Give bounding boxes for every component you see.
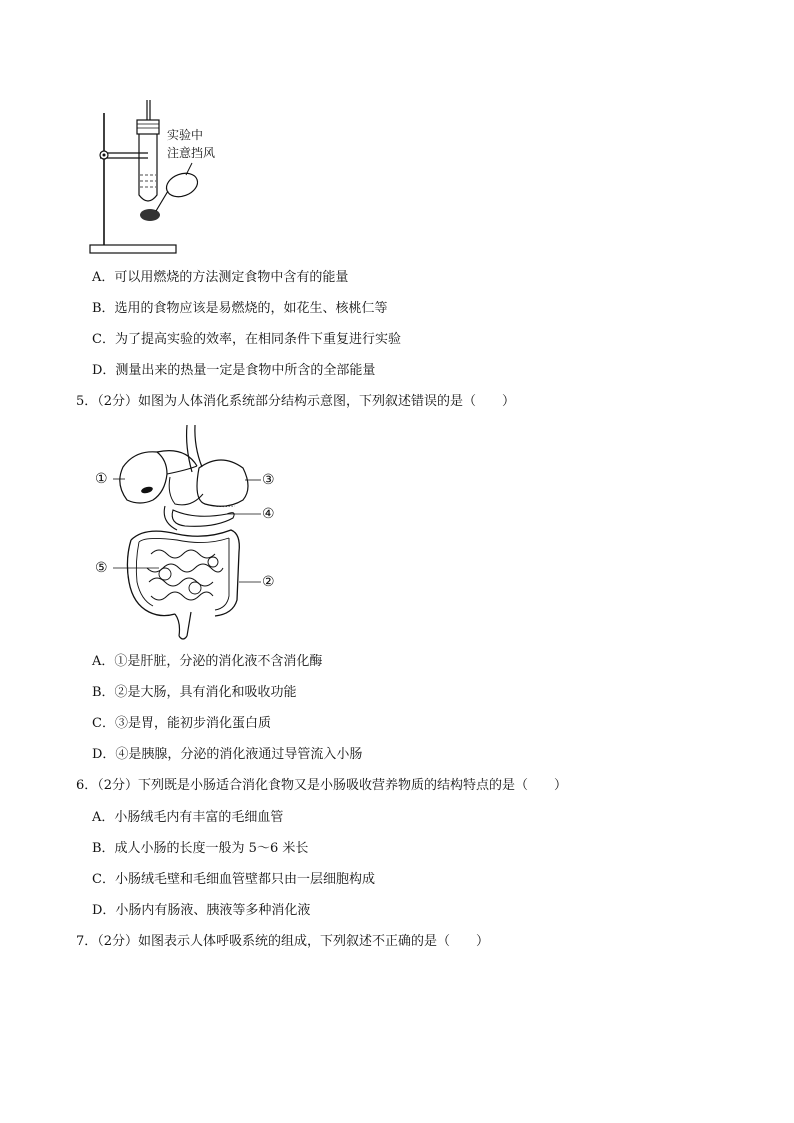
q5-option-a: A．①是肝脏，分泌的消化液不含消化酶	[92, 654, 323, 669]
q6-option-a: A．小肠绒毛内有丰富的毛细血管	[92, 810, 284, 825]
figure-label-line2: 注意挡风	[167, 146, 216, 160]
label-4-pancreas: ④	[262, 506, 275, 522]
q4-option-d: D．测量出来的热量一定是食物中所含的全部能量	[92, 363, 376, 378]
label-5-small-intestine: ⑤	[95, 560, 108, 576]
figure-label-line1: 实验中	[167, 128, 204, 142]
q5-option-b: B．②是大肠，具有消化和吸收功能	[92, 685, 297, 700]
label-2-large-intestine: ②	[262, 574, 275, 590]
q7-stem: 7．（2分）如图表示人体呼吸系统的组成，下列叙述不正确的是（ ）	[76, 934, 490, 949]
burning-apparatus-figure	[90, 95, 250, 260]
q4-option-b: B．选用的食物应该是易燃烧的，如花生、核桃仁等	[92, 301, 388, 316]
q6-option-c: C．小肠绒毛壁和毛细血管壁都只由一层细胞构成	[92, 872, 375, 887]
digestive-system-figure	[95, 422, 280, 642]
q5-option-c: C．③是胃，能初步消化蛋白质	[92, 716, 271, 731]
q6-stem: 6．（2分）下列既是小肠适合消化食物又是小肠吸收营养物质的结构特点的是（ ）	[76, 778, 568, 793]
q4-option-a: A．可以用燃烧的方法测定食物中含有的能量	[92, 270, 349, 285]
q6-option-d: D．小肠内有肠液、胰液等多种消化液	[92, 903, 311, 918]
q6-option-b: B．成人小肠的长度一般为 5～6 米长	[92, 841, 309, 856]
label-1-liver: ①	[95, 471, 108, 487]
q4-option-c: C．为了提高实验的效率，在相同条件下重复进行实验	[92, 332, 401, 347]
label-3-stomach: ③	[262, 472, 275, 488]
q5-stem: 5．（2分）如图为人体消化系统部分结构示意图，下列叙述错误的是（ ）	[76, 394, 516, 409]
q5-option-d: D．④是胰腺，分泌的消化液通过导管流入小肠	[92, 747, 363, 762]
